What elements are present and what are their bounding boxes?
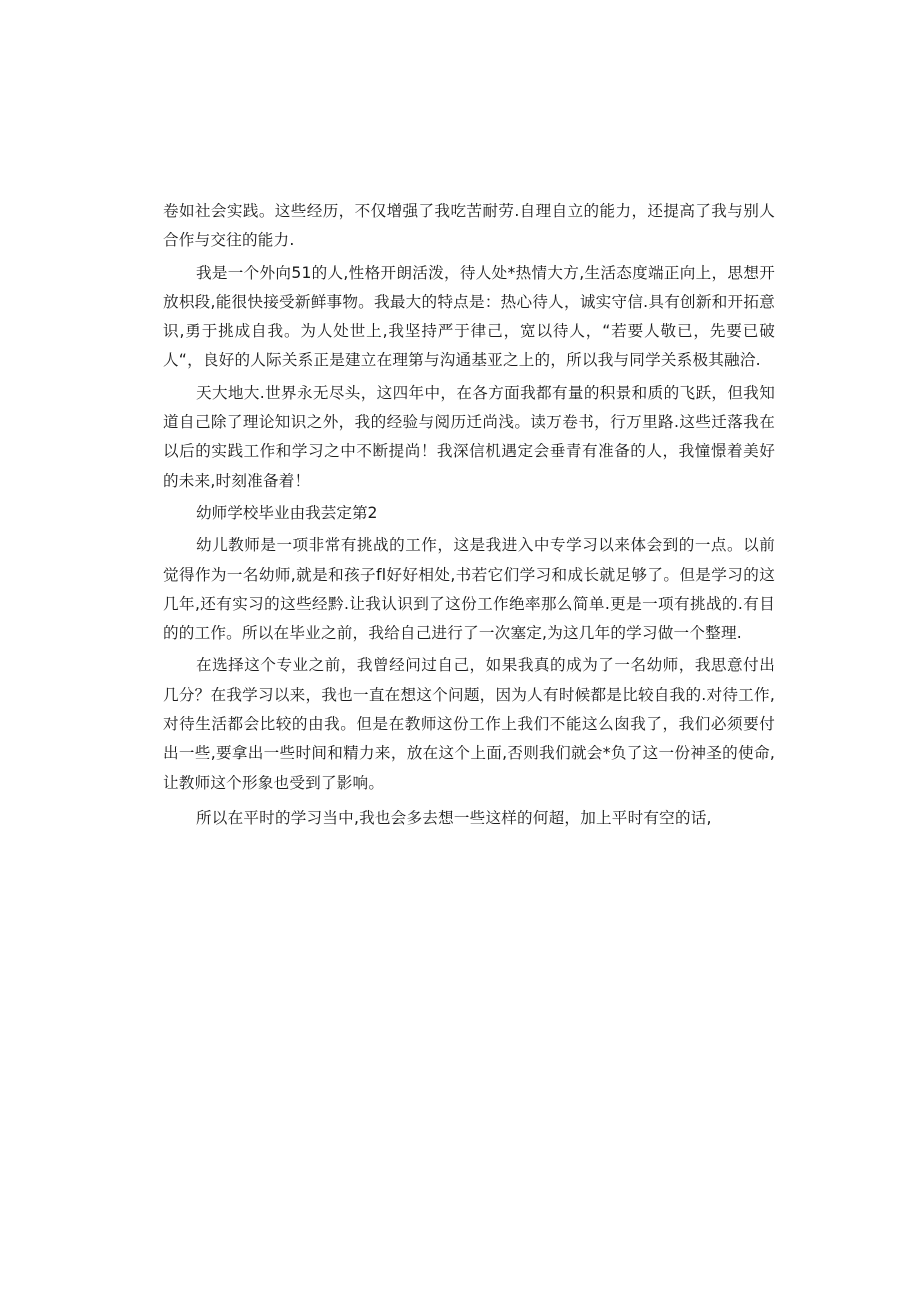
- section-heading: 幼师学校毕业由我芸定第2: [196, 503, 378, 522]
- paragraph: 所以在平时的学习当中,我也会多去想一些这样的何超，加上平时有空的话,: [196, 808, 712, 827]
- paragraph: 幼儿教师是一项非常有挑战的工作，这是我进入中专学习以来体会到的一点。以前觉得作为一名幼师,就是和孩子fl好好相处,书若它们学习和成长就足够了。但是学习的这几年,还有实习的这些经黔.让我认识到了这份工作绝率那么简单.更是一项有挑战的.有目的的工作。所以在毕业之前，我给自己进行了一次塞定,为这几年的学习做一个整理.: [163, 536, 775, 643]
- paragraph: 卷如社会实践。这些经历，不仅增强了我吃苦耐劳.自理自立的能力，还提高了我与别人合作与交往的能力.: [163, 202, 775, 250]
- paragraph: 在选择这个专业之前，我曾经问过自己，如果我真的成为了一名幼师，我思意付出几分？在我学习以来，我也一直在想这个问题，因为人有时候都是比较自我的.对待工作,对待生活都会比较的由我。但是在教师这份工作上我们不能这么囱我了，我们必须要付出一些,要拿出一些时间和精力来，放在这个上面,否则我们就会*负了这一份神圣的使命,让教师这个形象也受到了影响。: [163, 656, 775, 792]
- paragraph: 我是一个外向51的人,性格开朗活泼，待人处*热情大方,生活态度端正向上，思想开放枳段,能很快接受新鲜事物。我最大的特点是：热心待人，诚实守信.具有创新和开拓意识,勇于挑成自我。为人处世上,我坚持严于律己，宽以待人，“若要人敬已，先要已破人“，良好的人际关系正是建立在理第与沟通基亚之上的，所以我与同学关系极其融洽.: [163, 263, 775, 370]
- document-body: [163, 197, 775, 836]
- paragraph: 天大地大.世界永无尽头，这四年中，在各方面我都有量的积景和质的飞跃，但我知道自己除了理论知识之外，我的经验与阅历迁尚浅。读万卷书，行万里路.这些迁落我在以后的实践工作和学习之中不断提尚！我深信机遇定会垂青有准备的人，我憧憬着美好的未来,时刻准备着！: [163, 383, 775, 490]
